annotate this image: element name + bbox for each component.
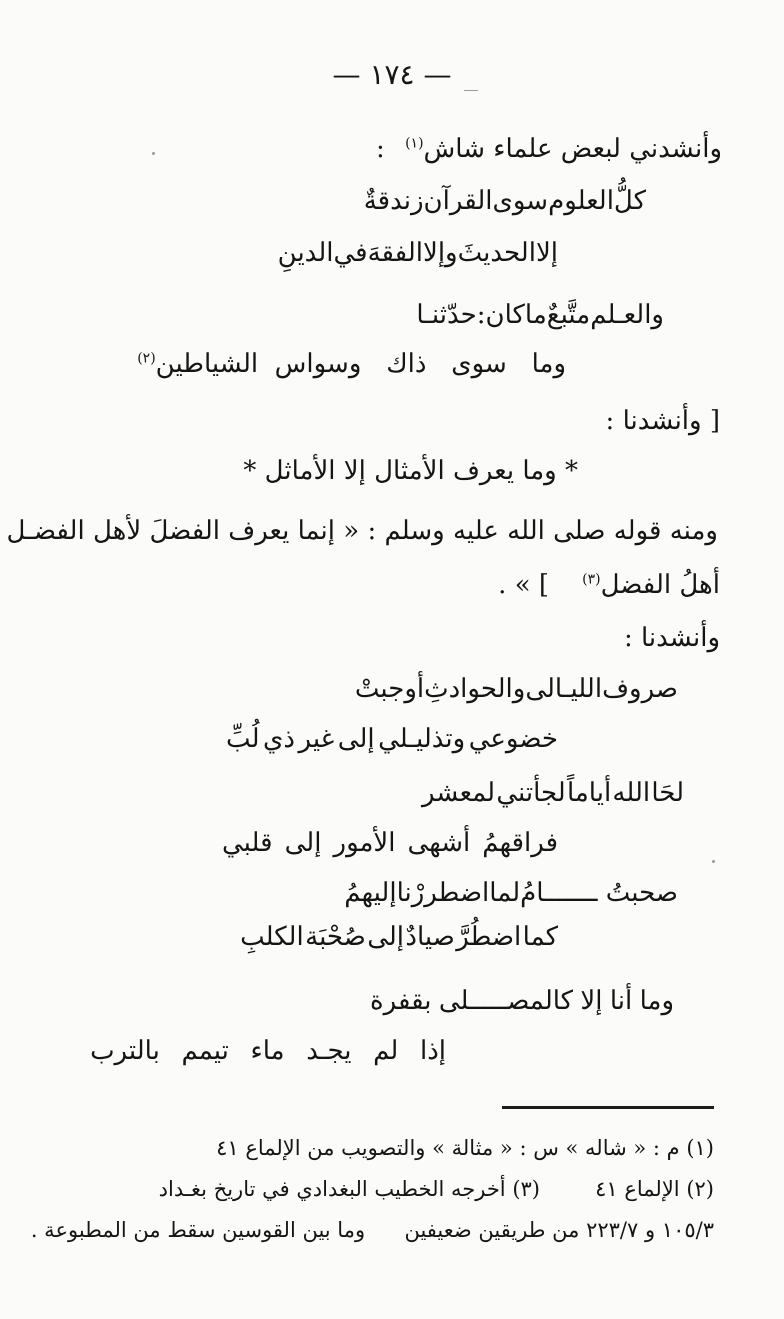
word: وما [531,349,566,379]
word: سوى [451,349,507,379]
word: أياماً [566,778,612,808]
word: الدينِ [277,238,334,268]
word: لُبِّ [226,724,260,754]
word: وما [639,986,674,1016]
word: وإلا [422,238,458,268]
print-speck [152,152,155,155]
word: لما [489,878,521,908]
word: لمعشر [422,778,496,808]
word: إذا [419,1036,446,1066]
word: بالترب [90,1036,160,1066]
footnote-3: (٣) أخرجه الخطيب البغدادي في تاريخ بغـداد [158,1177,540,1201]
word: في [333,238,368,268]
word: صروف [602,674,678,704]
poem1-line-4 [137,347,566,381]
word: الحديثَ [457,238,536,268]
footnote-ref-1: (١) [405,135,424,152]
word: الشياطين [155,349,259,379]
footnote-3-remark: وما بين القوسين سقط من المطبوعة . [30,1218,366,1242]
intro-line-1 [376,132,722,166]
hadith-line-2 [498,568,720,602]
word: أشهى [407,828,471,858]
hadith-closing: ] » . [498,570,550,600]
word: إلى [367,922,405,952]
word: اضطررْنا [396,878,490,908]
word: والعـلم [590,300,664,330]
page-number: — ١٧٤ — [332,58,452,91]
word: صُحْبَة [305,922,366,952]
word: أوجبتْ [354,674,425,704]
hadith-line-1: ومنه قوله صلى الله عليه وسلم : « إنما يعرف الفضلَ لأهل الفضـل [6,516,718,546]
word: ذي [263,724,295,754]
footnote-3-continued [31,1216,714,1244]
word: حدّثنـا [416,300,477,330]
word: وسواس [274,349,362,379]
word: خضوعي [468,724,558,754]
word: أنا [609,986,633,1016]
hadith-text: أهلُ الفضل [600,570,720,600]
word: الله [612,778,651,808]
intro-text: وأنشدني لبعض علماء شاش [423,134,722,164]
poem2-line-3 [422,776,684,810]
word: كان [485,300,525,330]
word: ذاك [386,349,427,379]
word: إليهمُ [344,878,397,908]
word: ما [524,300,547,330]
word: تيمم [181,1036,229,1066]
word: الليـالى [525,674,603,704]
footnote-ref-2: (٢) [137,350,156,367]
word: كالمصـــــلى [438,986,574,1016]
word: الفقهَ [367,238,423,268]
intro-colon: : [376,134,385,164]
word: زندقةٌ [363,186,424,216]
word: إلى [284,828,322,858]
word: متَّبعٌ [546,300,591,330]
poem2-line-8 [90,1034,446,1068]
poem2-line-7 [370,984,674,1018]
poem2-line-5 [344,876,678,910]
word: ماء [250,1036,285,1066]
footnote-2: (٢) الإلماع ٤١ [595,1177,714,1201]
poem2-line-2 [226,722,558,756]
word: صيادٌ [405,922,455,952]
word: إلا [580,986,603,1016]
poem2-line-6 [240,920,558,954]
word: سوى [492,186,549,216]
word: العلوم [548,186,614,216]
print-speck [464,90,478,91]
word: اضطُرَّ [456,922,522,952]
word: يجـد [306,1036,352,1066]
word: كما [522,922,558,952]
word: قلبي [222,828,273,858]
poem1-line-1 [363,184,646,218]
poem2-line-1 [354,672,678,706]
word: لجأتني [496,778,566,808]
word: كلُّ [613,186,646,216]
word: لحَا [651,778,684,808]
footnote-ref-3: (٣) [582,571,601,588]
single-verse: * وما يعرف الأمثال إلا الأماثل * [243,456,578,486]
intro-line-3: وأنشدنا : [623,623,720,653]
word: إلى [337,724,375,754]
word: الأمور [333,828,396,858]
word: : [476,300,486,330]
poem1-line-3 [416,298,664,332]
poem2-line-4 [222,826,558,860]
word: فراقهمُ [482,828,558,858]
word: وتذليـلي [378,724,466,754]
print-speck [712,860,715,863]
word: صحبتُ ـــــــامُ [520,878,678,908]
footnote-1: (١) م : « شاله » س : « مثالة » والتصويب من الإلماع ٤١ [216,1136,714,1160]
word: لم [373,1036,399,1066]
poem1-line-2 [277,236,558,270]
word: الكلبِ [240,922,304,952]
intro-line-2: [ وأنشدنا : [605,406,720,436]
word: القرآن [423,186,493,216]
word: والحوادثِ [424,674,526,704]
word: إلا [535,238,558,268]
word: بقفرة [370,986,432,1016]
word: غير [298,724,335,754]
footnote-separator [502,1106,714,1109]
footnote-3-reference: ١٠٥/٣ و ٢٢٣/٧ من طريقين ضعيفين [404,1218,714,1242]
